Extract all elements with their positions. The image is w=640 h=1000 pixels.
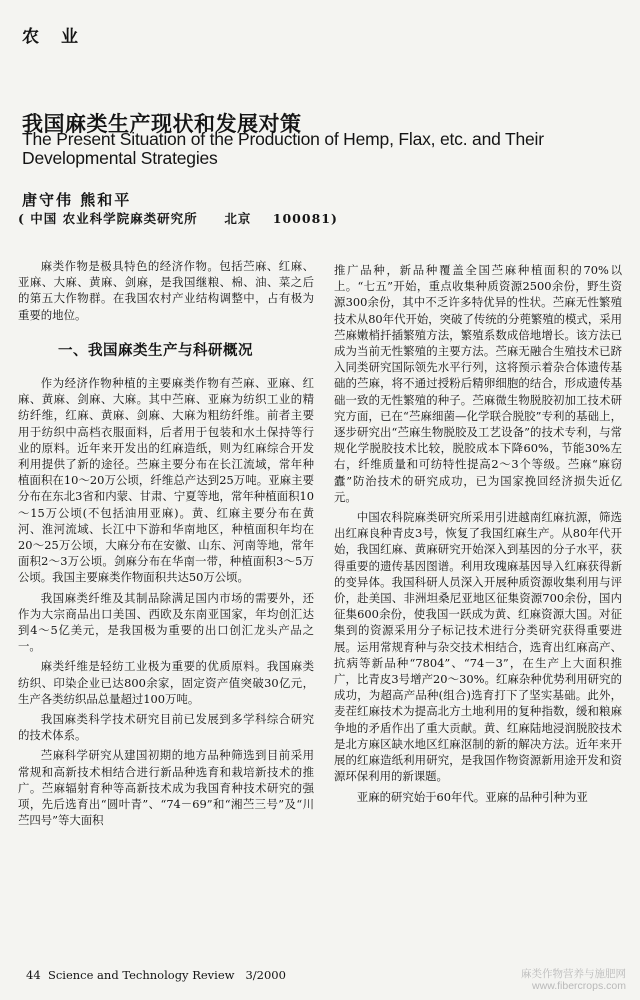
paragraph: 中国农科院麻类研究所采用引进越南红麻抗源，筛选出红麻良种青皮3号，恢复了我国红麻生产。从80年代开始，我国红麻、黄麻研究开始深入到基因的分子水平，获得重要的遗传基因图谱。利用玫瑰麻基因导入红麻获得新的变异体。我国科研人员深入开展种质资源收集利用与评价，赴美国、非洲坦桑尼亚地区征集资源700余份，国内征集600余份，使我国一跃成为黄、红麻资源大国。对征集到的资源采用分子标记技术进行分类研究获得重要进展。运用常规育种与杂交技术相结合，选育出红麻高产、抗病等新品种“7804”、“74－3”，在生产上大面积推广，比青皮3号增产20～30%。红麻杂种优势利用研究的成功，为超高产品种(组合)选育打下了坚实基础。此外，麦茬红麻技术为提高北方土地利用的复种指数，缓和粮麻争地的矛盾作出了重大贡献。黄、红麻陆地浸润脱胶技术是北方麻区缺水地区红麻沤制的新的解决方法。近年来开展的红麻造纸利用研究，是我国作物资源新用途开发和资源环保利用的新课题。 (334, 510, 622, 784)
page-footer: 44 Science and Technology Review 3/2000 (26, 968, 286, 982)
paragraph: 我国麻类纤维及其制品除满足国内市场的需要外，还作为大宗商品出口美国、西欧及东南亚国家，年均创汇达到4～5亿美元，是我国极为重要的出口创汇龙头产品之一。 (18, 590, 314, 654)
paragraph: 麻类纤维是轻纺工业极为重要的优质原料。我国麻类纺织、印染企业已达800余家，固定资产值突破30亿元，生产各类纺织品总量超过100万吨。 (18, 659, 314, 706)
article-title-en: The Present Situation of the Production of Hemp, Flax, etc. and Their Developmental Strategies (22, 129, 544, 168)
article-authors: 唐守伟 熊和平 (22, 191, 132, 209)
article-affiliation: ( 中国 农业科学院麻类研究所 北京 100081) (18, 211, 338, 226)
watermark-line: 麻类作物营养与施肥网 (521, 968, 626, 980)
paragraph: 亚麻的研究始于60年代。亚麻的品种引种为亚 (356, 789, 588, 804)
paragraph: 我国麻类科学技术研究目前已发展到多学科综合研究的技术体系。 (18, 712, 314, 743)
left-column (18, 258, 314, 829)
watermark (521, 968, 626, 992)
paragraph: 苎麻科学研究从建国初期的地方品种筛选到目前采用常规和高新技术相结合进行新品种选育和栽培新技术的推广。苎麻辐射育种等高新技术成为我国育种技术研究的强项，先后选育出“圆叶青”、“74－69”和“湘苎三号”及“川苎四号”等大面积 (18, 748, 314, 828)
paragraph: 麻类作物是极具特色的经济作物。包括苎麻、红麻、亚麻、大麻、黄麻、剑麻，是我国继粮、棉、油、菜之后的第五大作物群。在我国农村产业结构调整中，占有极为重要的地位。 (18, 259, 314, 322)
watermark-url: www.fibercrops.com (532, 980, 626, 992)
paragraph: 作为经济作物种植的主要麻类作物有苎麻、亚麻、红麻、黄麻、剑麻、大麻。其中苎麻、亚麻为纺织工业的精纺纤维，红麻、黄麻、剑麻、大麻为粗纺纤维。前者主要用于纺织中高档衣服面料，后者用于包装和水土保持等行业的原料。近年来开发出的红麻造纸，则为红麻综合开发利用提供了新的途径。苎麻主要分布在长江流域，常年种植面积在10～20万公顷，纤维总产达到25万吨。亚麻主要分布在东北3省和内蒙、甘肃、宁夏等地，常年种植面积10～15万公顷(不包括油用亚麻)。黄、红麻主要分布在黄河、淮河流域、长江中下游和华南地区，种植面积年均在20～25万公顷，大麻分布在安徽、山东、河南等地，常年面积2～3万公顷。剑麻分布在华南一带，种植面积3～5万公顷。我国主要麻类作物面积共达50万公顷。 (18, 376, 314, 585)
article-title-cn: 我国麻类生产现状和发展对策 (22, 111, 302, 136)
section-heading: 一、我国麻类生产与科研概况 (58, 341, 253, 359)
paragraph: 推广品种，新品种覆盖全国苎麻种植面积的70%以上。“七五”开始，重点收集种质资源2500余份，野生资源300余份，其中不乏许多特优异的性状。苎麻无性繁殖技术从80年代开始，突破了传统的分蔸繁殖的模式，采用苎麻嫩梢扦插繁殖方法，繁殖系数成倍地增长。该方法已成为当前无性繁殖的主要方法。苎麻无融合生殖技术已跻入同类研究国际领先水平行列，这将预示着杂合体遗传基础的苎麻，将不通过授粉后精卵细胞的结合，形成遗传基础一致的无性繁殖的种子。苎麻微生物脱胶初加工技术研究方面，已在“苎麻细菌—化学联合脱胶”专利的基础上，逐步研究出“苎麻生物脱胶及工艺设备”的技术专利，与常规化学脱胶技术比较，脱胶成本下降60%，节能30%左右，纤维质量和可纺特性提高2～3个等级。苎麻“麻窃蠹”防治技术的研究成功，已为国家挽回经济损失近亿元。 (334, 263, 622, 504)
section-label: 农业 (22, 27, 100, 47)
right-column (334, 262, 622, 805)
